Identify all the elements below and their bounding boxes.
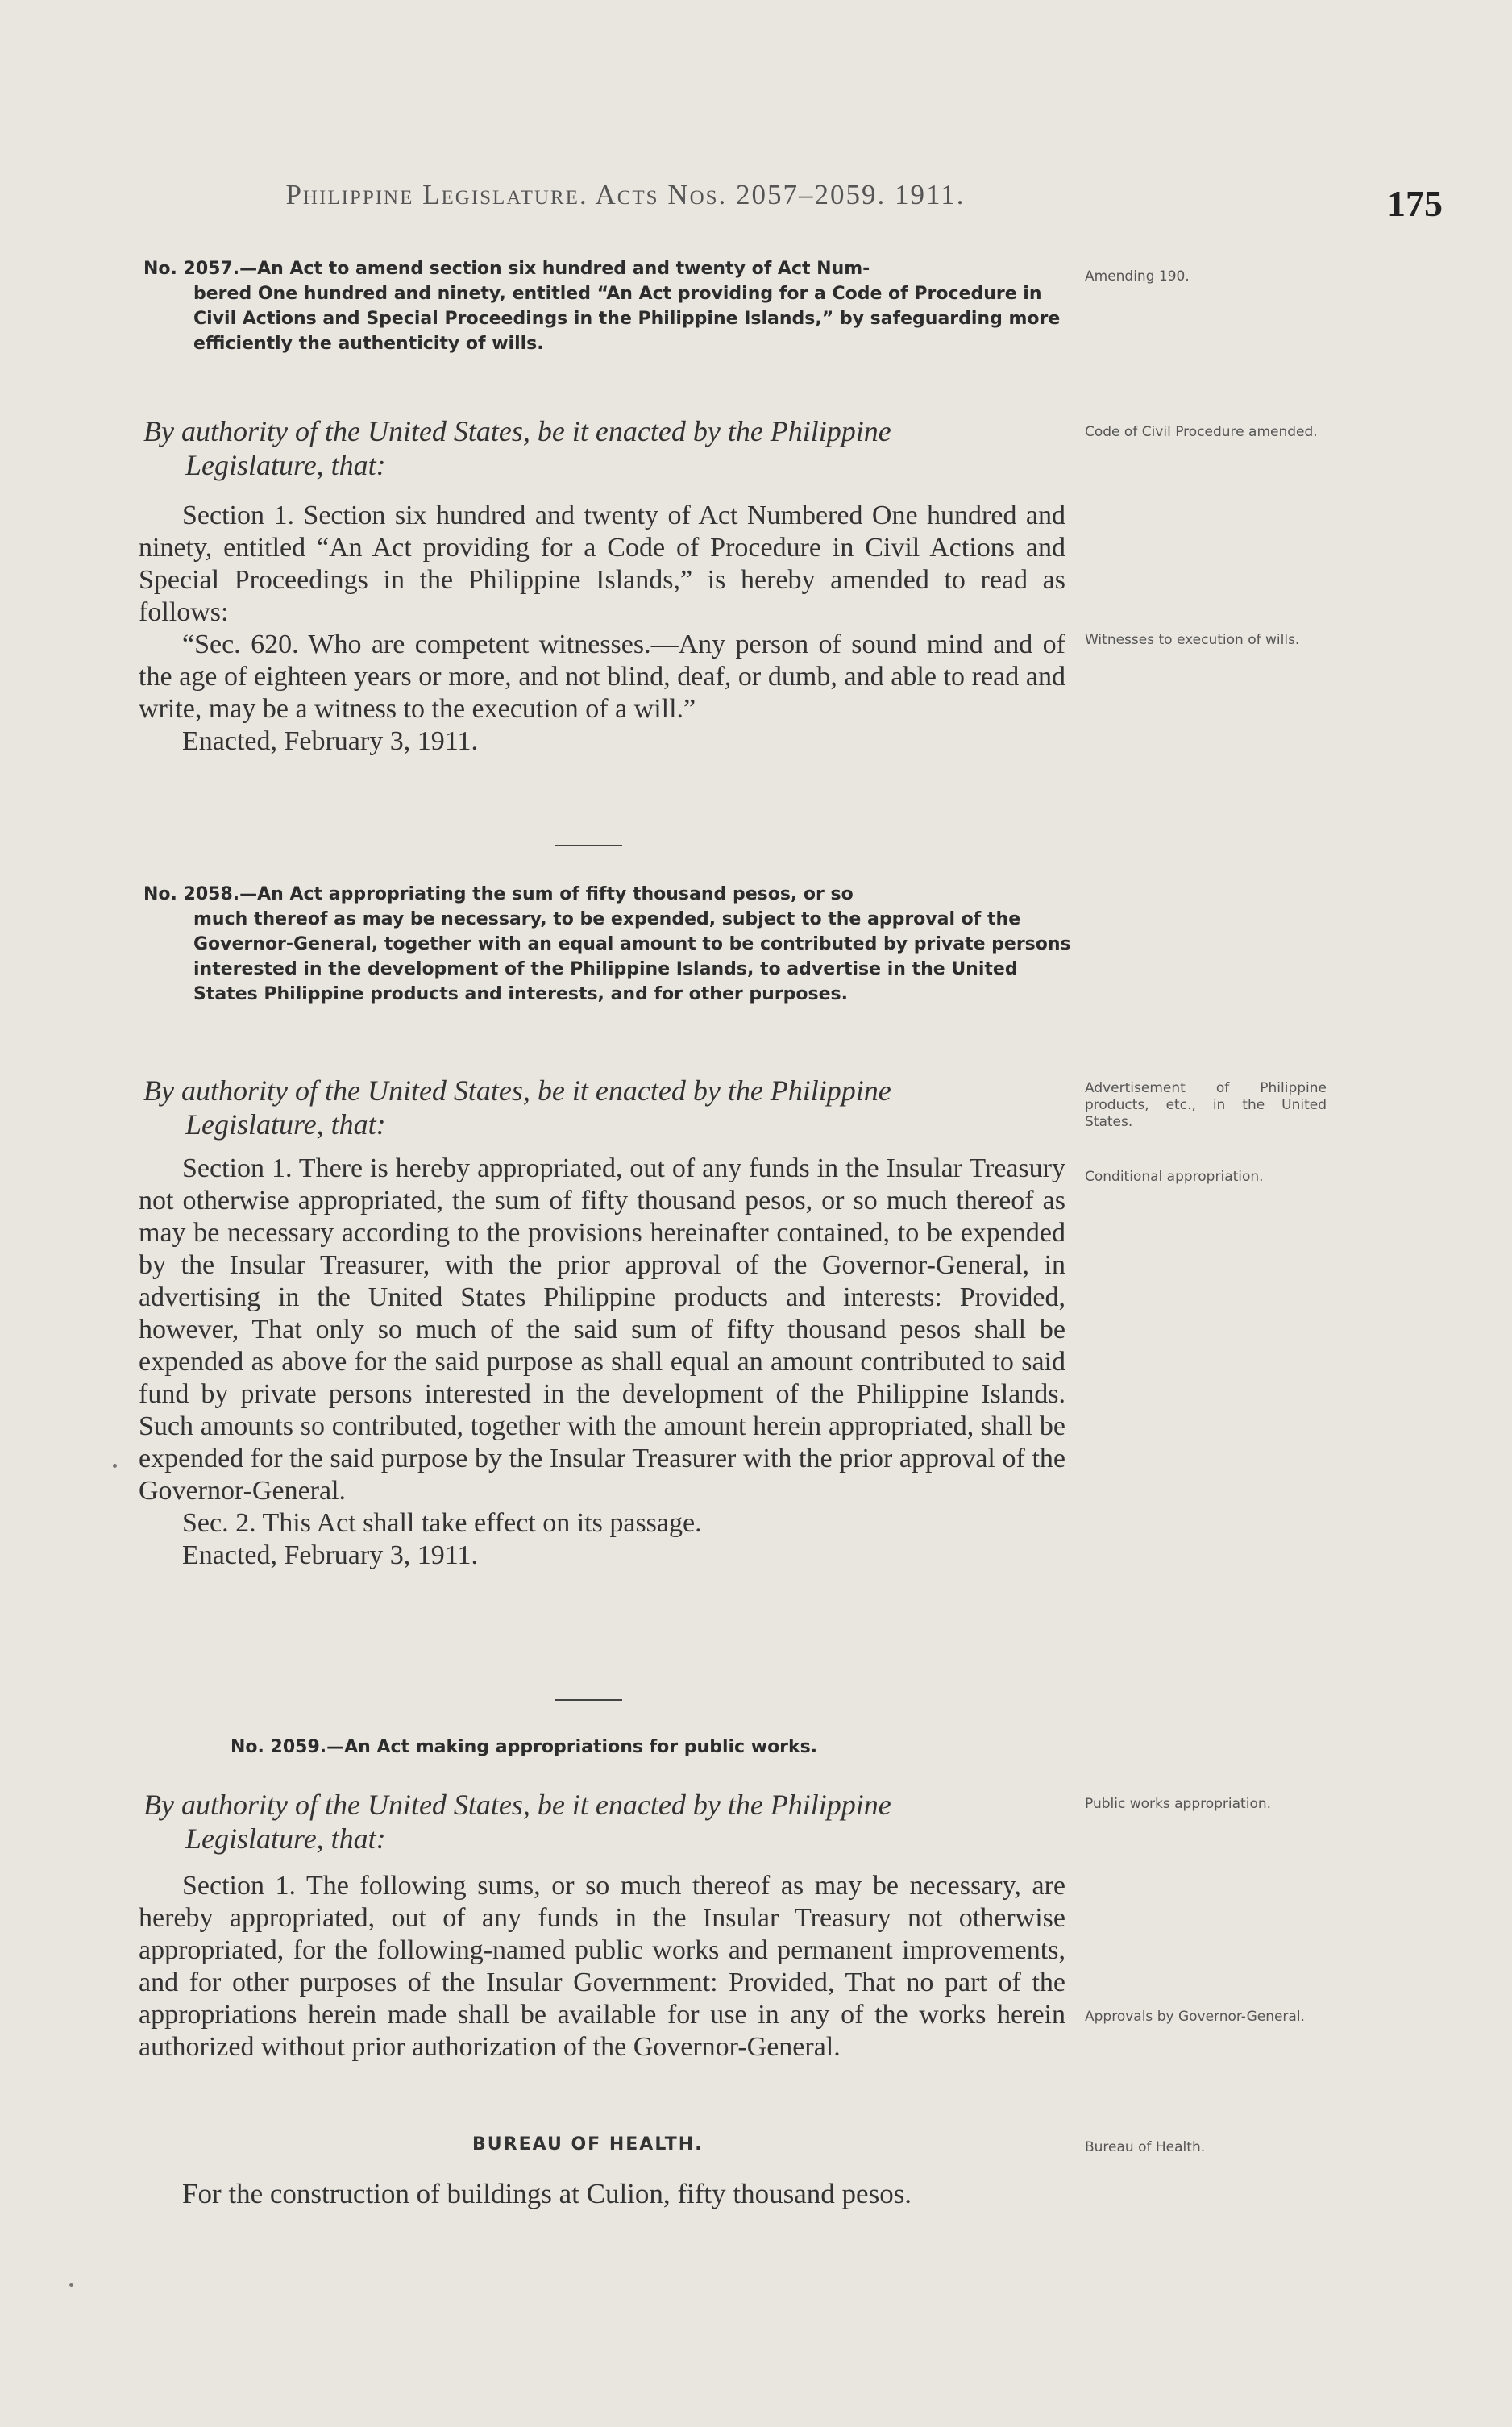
margin-note-amending: Amending 190. — [1085, 268, 1190, 285]
page-number: 175 — [1387, 183, 1443, 224]
act-2057-title-cont: bered One hundred and ninety, entitled “An Act providing for a Code of Procedure in Civil Actions and Special Proceedings in the Philippine Islands,” by safeguarding more efficiently the authenticity of wills. — [193, 284, 1061, 354]
running-head: Philippine Legislature. Acts Nos. 2057–2059. 1911. — [285, 179, 966, 210]
act-2058-title — [143, 882, 1086, 1007]
margin-note-conditional: Conditional appropriation. — [1085, 1169, 1264, 1185]
act-2058-enacting-line2: Legislature, that: — [185, 1108, 386, 1141]
act-2057-sec-620: “Sec. 620. Who are competent witnesses.—Any person of sound mind and of the age of eighteen years or more, and not blind, deaf, or dumb, and able to read and write, may be a witness to the execution of a will.” — [139, 630, 1065, 724]
margin-note-advertisement: Advertisement of Philippine products, etc., in the United States. — [1085, 1080, 1327, 1130]
act-2058-enacting-clause — [143, 1074, 1078, 1141]
separator-rule — [555, 845, 622, 846]
margin-note-witnesses: Witnesses to execution of wills. — [1085, 632, 1300, 648]
act-2057-enacted: Enacted, February 3, 1911. — [182, 726, 478, 756]
act-2059-enacting-clause — [143, 1788, 1078, 1856]
act-2058-title-line1: No. 2058.—An Act appropriating the sum of fifty thousand pesos, or so — [143, 884, 854, 904]
separator-rule — [555, 1699, 622, 1701]
appropriation-item: For the construction of buildings at Culion, fifty thousand pesos. — [182, 2178, 912, 2209]
act-2059-section-1: Section 1. The following sums, or so much thereof as may be necessary, are hereby appropriated, out of any funds in the Insular Treasury not otherwise appropriated, for the following-named public works and permanent improvements, and for other purposes of the Insular Government: Provided, That no part of the appropriations herein made shall be available for use in any of the works herein authorized without prior authorization of the Governor-General. — [139, 1871, 1065, 2062]
act-2059-enacting-line1: By authority of the United States, be it enacted by the Philippine — [143, 1789, 891, 1821]
act-2057-enacting-line1: By authority of the United States, be it enacted by the Philippine — [143, 415, 891, 447]
act-2057-body — [139, 500, 1065, 758]
act-2058-enacting-line1: By authority of the United States, be it enacted by the Philippine — [143, 1074, 891, 1107]
act-2058-section-1: Section 1. There is hereby appropriated, out of any funds in the Insular Treasury not otherwise appropriated, the sum of fifty thousand pesos, or so much thereof as may be necessary according to the provisions hereinafter contained, to be expended by the Insular Treasurer, with the prior approval of the Governor-General, in advertising in the United States Philippine products and interests: Provided, however, That only so much of the said sum of fifty thousand pesos shall be expended as above for the said purpose as shall equal an amount contributed to said fund by private persons interested in the development of the Philippine Islands. Such amounts so contributed, together with the amount herein appropriated, shall be expended for the said purpose by the Insular Treasurer with the prior approval of the Governor-General. — [139, 1153, 1065, 1506]
margin-note-code-amended: Code of Civil Procedure amended. — [1085, 424, 1318, 440]
act-2059-body — [139, 1870, 1065, 2063]
section-heading-bureau-of-health: BUREAU OF HEALTH. — [472, 2134, 704, 2155]
print-speck — [69, 2283, 73, 2287]
act-2057-enacting-line2: Legislature, that: — [185, 449, 386, 481]
act-2057-title — [143, 256, 1086, 356]
print-speck — [113, 1464, 117, 1468]
act-2057-section-1: Section 1. Section six hundred and twenty of Act Numbered One hundred and ninety, entitled “An Act providing for a Code of Procedure in Civil Actions and Special Proceedings in the Philippine Islands,” is hereby amended to read as follows: — [139, 501, 1065, 627]
act-2059-enacting-line2: Legislature, that: — [185, 1822, 386, 1855]
act-2059-title: No. 2059.—An Act making appropriations for public works. — [231, 1737, 818, 1757]
act-2058-section-2: Sec. 2. This Act shall take effect on its passage. — [182, 1508, 702, 1538]
margin-note-public-works: Public works appropriation. — [1085, 1796, 1272, 1812]
margin-note-bureau-health: Bureau of Health. — [1085, 2139, 1206, 2155]
act-2057-enacting-clause — [143, 414, 1078, 482]
act-2057-title-line1: No. 2057.—An Act to amend section six hundred and twenty of Act Num- — [143, 259, 870, 279]
act-2058-title-cont: much thereof as may be necessary, to be expended, subject to the approval of the Governor-General, together with an equal amount to be contributed by private persons interested in the development of the Philippine Islands, to advertise in the United States Philippine products and interests, and for other purposes. — [193, 909, 1071, 1004]
act-2058-body — [139, 1153, 1065, 1572]
act-2058-enacted: Enacted, February 3, 1911. — [182, 1540, 478, 1570]
margin-note-approvals: Approvals by Governor-General. — [1085, 2009, 1305, 2025]
